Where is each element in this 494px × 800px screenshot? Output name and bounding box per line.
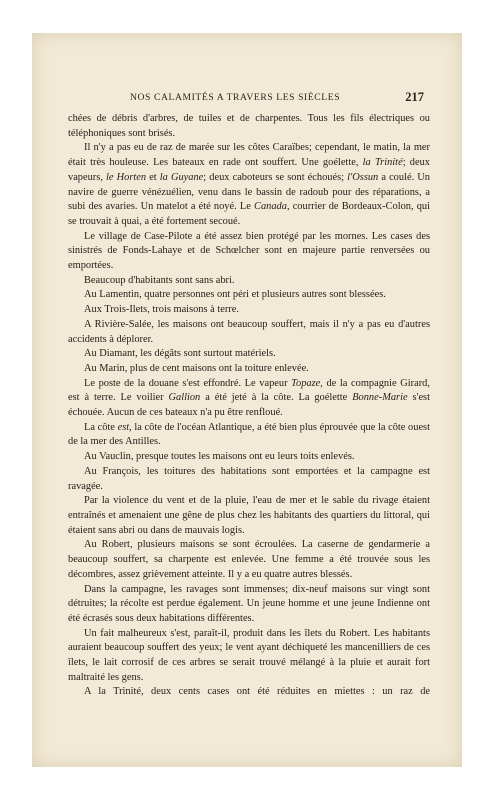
paragraph-campagne: Dans la campagne, les ravages sont immenses; dix-neuf maisons sur vingt sont détruites; la récolte est perdue également. Un jeune homme et une jeune Indienne ont été écrasés sous deux habitations différentes. bbox=[68, 583, 430, 624]
paragraph-continuation: chées de débris d'arbres, de tuiles et de charpentes. Tous les fils électriques ou téléphoniques sont brisés. bbox=[68, 113, 430, 139]
paragraph-lamentin: Au Lamentin, quatre personnes ont péri et plusieurs autres sont blessées. bbox=[84, 289, 386, 301]
paragraph-tidal-wave: Il n'y a pas eu de raz de marée sur les côtes Caraïbes; cependant, le matin, la mer était très houleuse. Les bateaux en rade ont souffert. Une goélette, la Trinité; deux vapeurs, le Horten et la Guyane; deux caboteurs se sont échoués; l'Ossun a coulé. Un navire de guerre vénézuélien, venu dans le bassin de radoub pour des réparations, a subi des avaries. Un matelot a été noyé. Le Canada, courrier de Bordeaux-Colon, qui se trouvait à quai, a été fortement secoué. bbox=[68, 142, 431, 227]
paragraph-trois-ilets: Aux Trois-Ilets, trois maisons à terre. bbox=[84, 304, 239, 316]
ship-name: Canada bbox=[254, 201, 287, 213]
paragraph-marin: Au Marin, plus de cent maisons ont la toiture enlevée. bbox=[84, 362, 309, 374]
ship-name: Topaze bbox=[291, 377, 321, 389]
paragraph-douane: Le poste de la douane s'est effondré. Le vapeur Topaze, de la compagnie Girard, est à terre. Le voilier Gallion a été jeté à la côte. La goélette Bonne-Marie s'est échouée. Aucun de ces bateaux n'a pu être renfloué. bbox=[68, 377, 430, 419]
running-title: NOS CALAMITÉS A TRAVERS LES SIÈCLES bbox=[130, 92, 341, 103]
ship-name: la Guyane bbox=[159, 171, 204, 183]
ship-name: Gallion bbox=[168, 392, 201, 404]
paragraph-robert: Au Robert, plusieurs maisons se sont écroulées. La caserne de gendarmerie a beaucoup souffert, sa charpente est enlevée. Une femme a été trouvée sous les décombres, assez grièvement atteinte. Il y a eu quatre autres blessés. bbox=[68, 539, 430, 580]
page-body bbox=[68, 112, 430, 700]
paragraph-vauclin: Au Vauclin, presque toutes les maisons ont eu leurs toits enlevés. bbox=[84, 451, 355, 463]
page-number: 217 bbox=[405, 90, 424, 104]
paragraph-trinite: A la Trinité, deux cents cases ont été réduites en miettes : un raz de bbox=[84, 686, 430, 698]
paragraph-littoral: Par la violence du vent et de la pluie, l'eau de mer et le sable du rivage étaient entraînés et amenaient une gêne de plus chez les habitants des quartiers du littoral, qui étaient sans abri ou dans de mauvais logis. bbox=[68, 495, 430, 536]
page-header bbox=[68, 90, 430, 106]
ship-name: l'Ossun bbox=[347, 171, 379, 183]
paragraph-homeless: Beaucoup d'habitants sont sans abri. bbox=[84, 274, 235, 286]
paragraph-francois: Au François, les toitures des habitations sont emportées et la campagne est ravagée. bbox=[68, 465, 430, 492]
paragraph-diamant: Au Diamant, les dégâts sont surtout matériels. bbox=[84, 348, 276, 360]
paragraph-cote-est: La côte est, la côte de l'océan Atlantique, a été bien plus éprouvée que la côte ouest de la mer des Antilles. bbox=[68, 421, 430, 448]
paragraph-case-pilote: Le village de Case-Pilote a été assez bien protégé par les mornes. Les cases des sinistrés de Fonds-Lahaye et de Schœlcher sont en majeure partie renversées ou emportées. bbox=[68, 230, 430, 272]
paragraph-ilets: Un fait malheureux s'est, paraît-il, produit dans les îlets du Robert. Les habitants auraient beaucoup souffert des yeux; le vent ayant déchiqueté les mancenilliers de ces îlets, le lait corrosif de ces arbres se serait trouvé mélangé à la pluie et aurait fort maltraité les gens. bbox=[68, 627, 430, 683]
ship-name: Bonne-Marie bbox=[352, 392, 408, 404]
ship-name: la Trinité bbox=[362, 157, 403, 169]
ship-name: le Horten bbox=[106, 171, 147, 183]
paragraph-riviere-salee: A Rivière-Salée, les maisons ont beaucoup souffert, mais il n'y a pas eu d'autres accidents à déplorer. bbox=[68, 318, 430, 345]
